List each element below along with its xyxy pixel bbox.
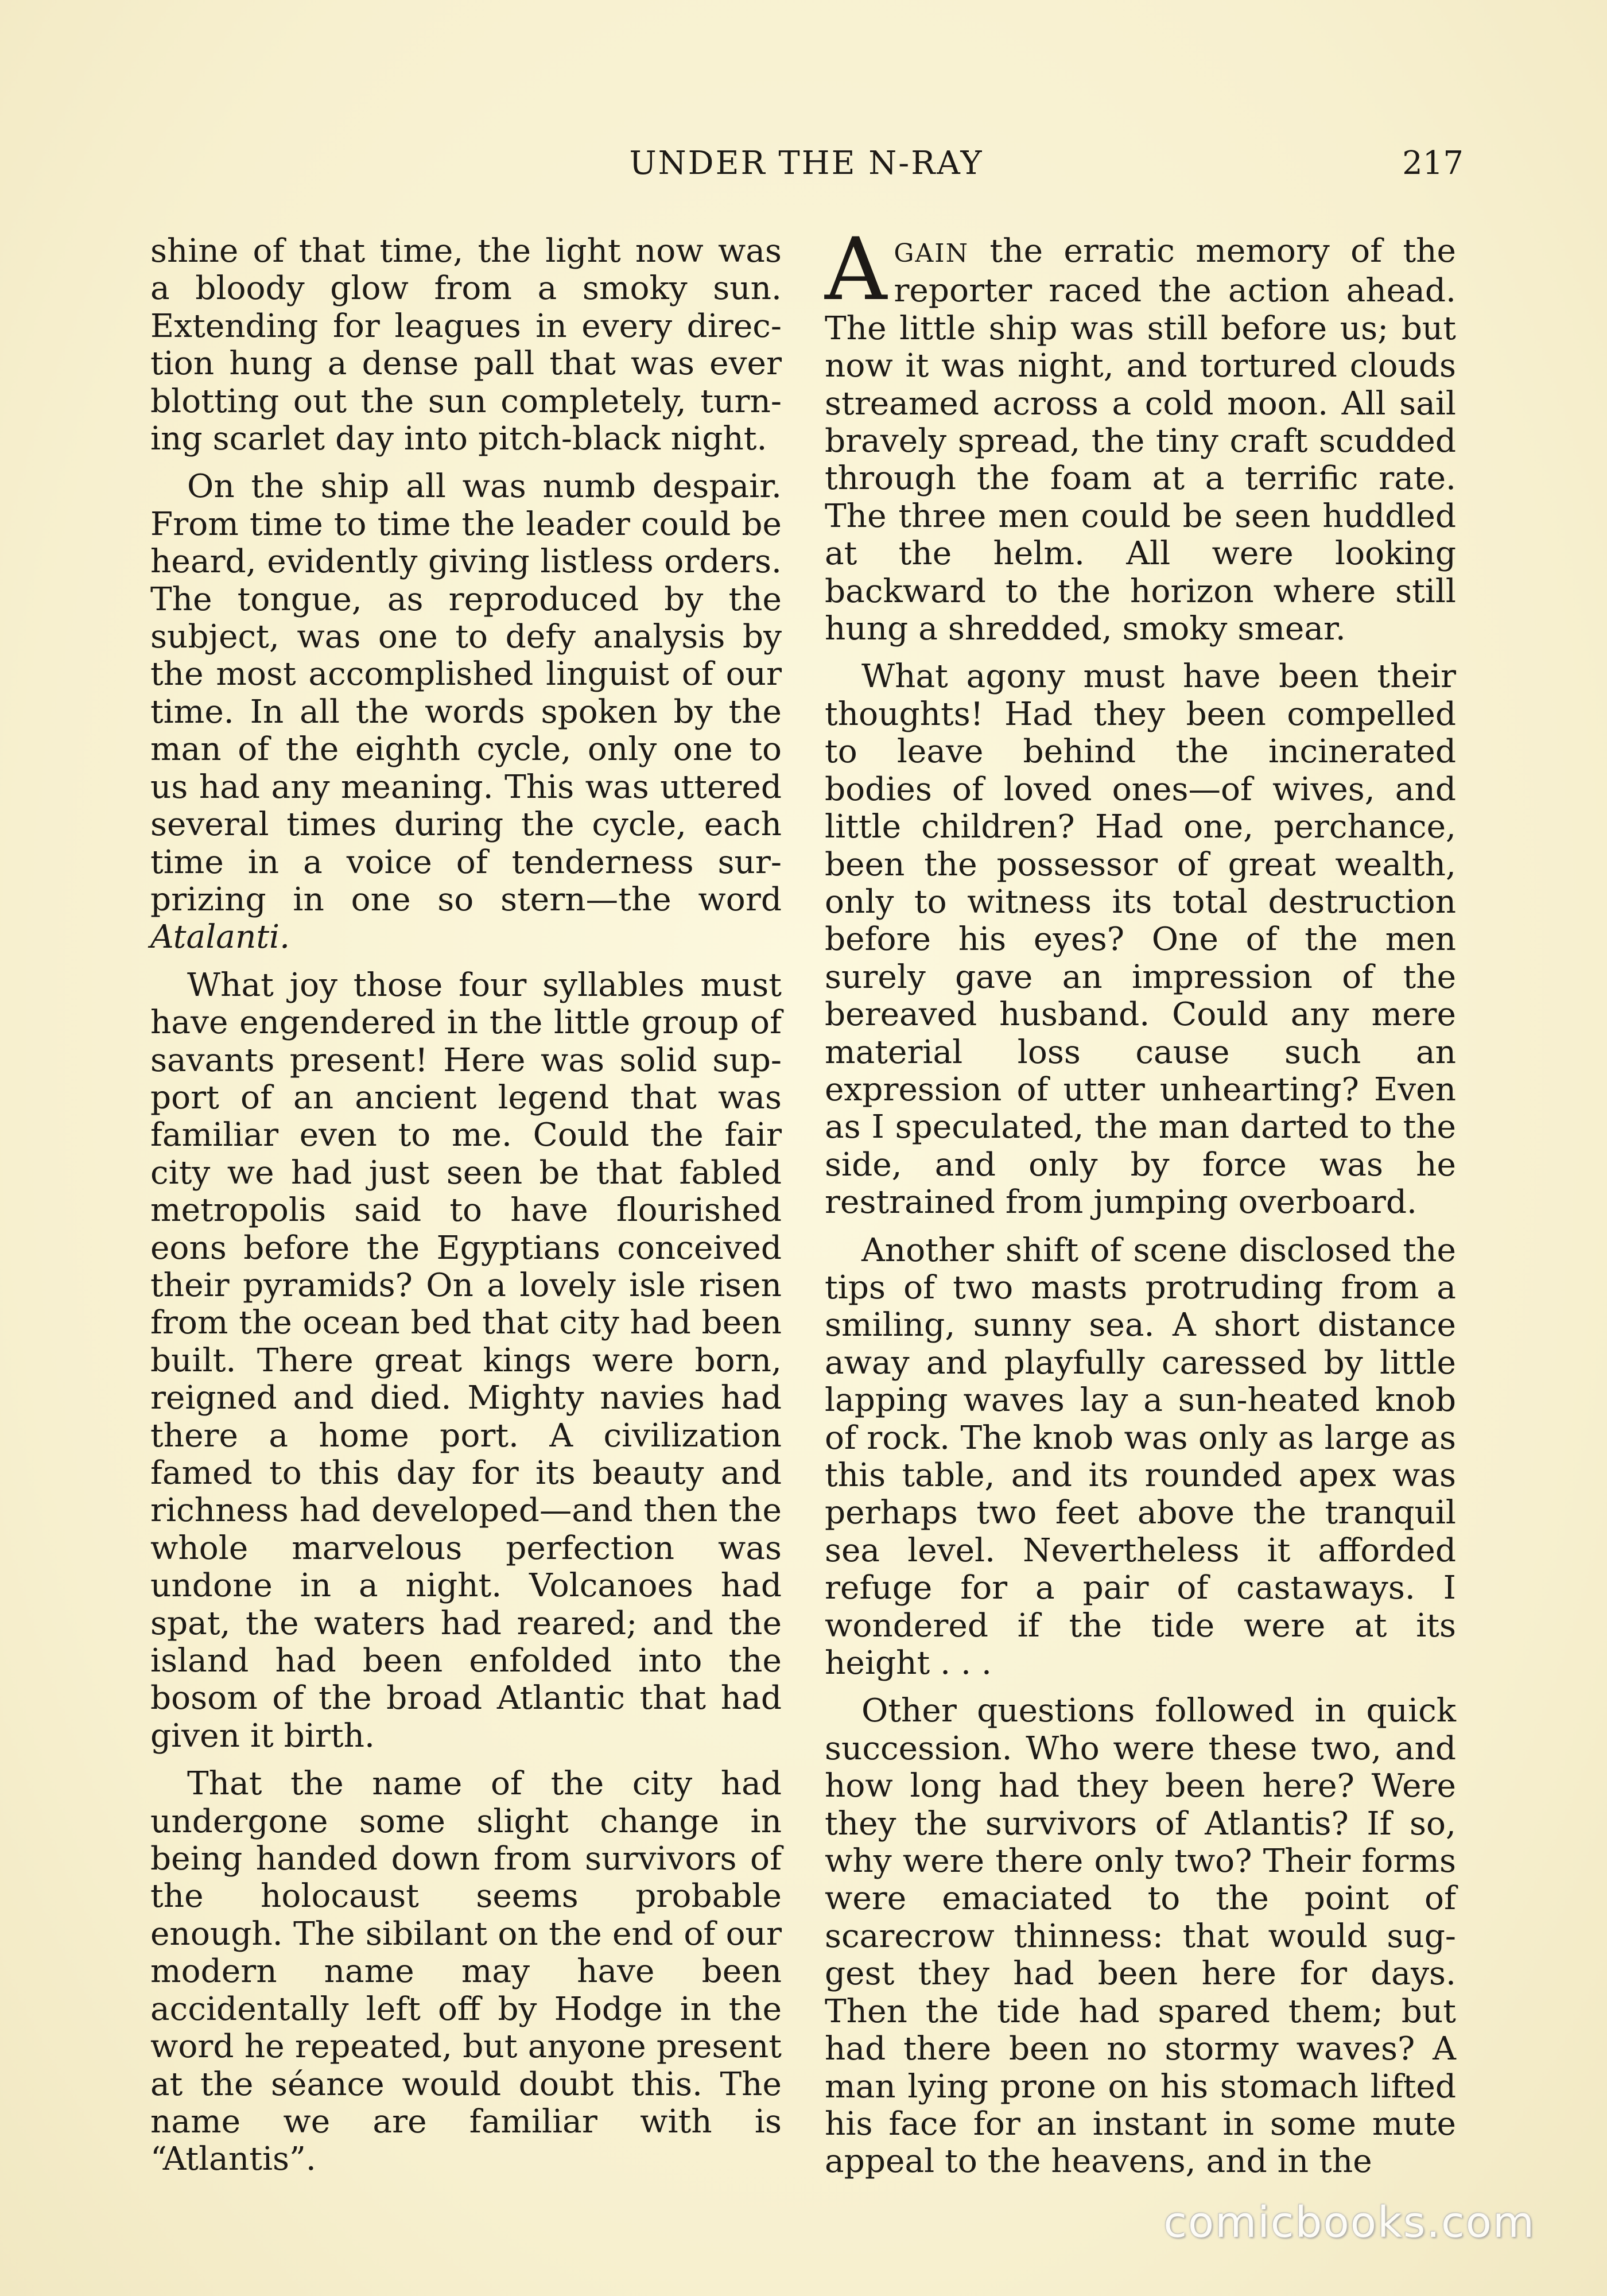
small-caps-lead: GAIN <box>894 239 969 268</box>
left-column <box>150 232 782 2189</box>
page-header <box>149 145 1464 185</box>
site-watermark: comicbooks.com <box>1163 2198 1535 2247</box>
paragraph: What joy those four syllables must have engendered in the little group of savants present! Here was solid support of an ancient legend that was familiar even to me. Could the fair city we had just seen be that fabled metropolis said to have flourished eons before the Egyptians conceived their pyramids? On a lovely isle risen from the ocean bed that city had been built. There great kings were born, reigned and died. Mighty navies had there a home port. A civilization famed to this day for its beauty and richness had developed—and then the whole marvelous perfection was undone in a night. Volcanoes had spat, the waters had reared; and the island had been enfolded into the bosom of the broad Atlantic that had given it birth. <box>150 966 782 1755</box>
paragraph: What agony must have been their thoughts! Had they been compelled to leave behind the incinerated bodies of loved ones—of wives, and little children? Had one, perchance, been the possessor of great wealth, only to witness its total destruction before his eyes? One of the men surely gave an impression of the bereaved husband. Could any mere material loss cause such an expression of utter unhearting? Even as I speculated, the man darted to the side, and only by force was he restrained from jumping overboard. <box>825 658 1456 1221</box>
italic-word: Atalanti. <box>150 918 290 956</box>
paragraph: That the name of the city had undergone some slight change in being handed down from survivors of the holocaust seems probable enough. The sibilant on the end of our modern name may have been accidentally left off by Hodge in the word he repeated, but anyone present at the séance would doubt this. The name we are familiar with is “Atlantis”. <box>150 1765 782 2178</box>
page-number: 217 <box>1402 145 1464 182</box>
paragraph-with-drop-cap <box>825 220 1456 648</box>
paragraph: Another shift of scene disclosed the tips of two masts protruding from a smiling, sunny sea. A short distance away and playfully caressed by little lapping waves lay a sun-heated knob of rock. The knob was only as large as this table, and its rounded apex was perhaps two feet above the tranquil sea level. Nevertheless it afforded refuge for a pair of castaways. I wondered if the tide were at its height . . . <box>825 1231 1456 1682</box>
paragraph-text: On the ship all was numb despair. From time to time the leader could be heard, evidently giving listless orders. The tongue, as reproduced by the subject, was one to defy analysis by the most accomplished linguist of our time. In all the words spoken by the man of the eighth cycle, only one to us had any meaning. This was uttered several times during the cycle, each time in a voice of tenderness surprizing in one so stern—the word <box>150 468 782 918</box>
paragraph: shine of that time, the light now was a bloody glow from a smoky sun. Extending for leagues in every direction hung a dense pall that was ever blotting out the sun completely, turning scarlet day into pitch-black night. <box>150 232 782 458</box>
right-column <box>825 220 1456 2191</box>
drop-cap: A <box>825 220 887 320</box>
paragraph-text: the erratic memory of the reporter raced the action ahead. The little ship was still before us; but now it was night, and tortured clouds streamed across a cold moon. All sail bravely spread, the tiny craft scudded through the foam at a terrific rate. The three men could be seen huddled at the helm. All were looking backward to the horizon where still hung a shredded, smoky smear. <box>825 232 1456 648</box>
paragraph <box>150 468 782 956</box>
running-head: UNDER THE N-RAY <box>629 145 984 182</box>
paragraph: Other questions followed in quick succession. Who were these two, and how long had they been here? Were they the survivors of Atlantis? If so, why were there only two? Their forms were emaciated to the point of scarecrow thinness: that would suggest they had been here for days. Then the tide had spared them; but had there been no stormy waves? A man lying prone on his stomach lifted his face for an instant in some mute appeal to the heavens, and in the <box>825 1692 1456 2181</box>
